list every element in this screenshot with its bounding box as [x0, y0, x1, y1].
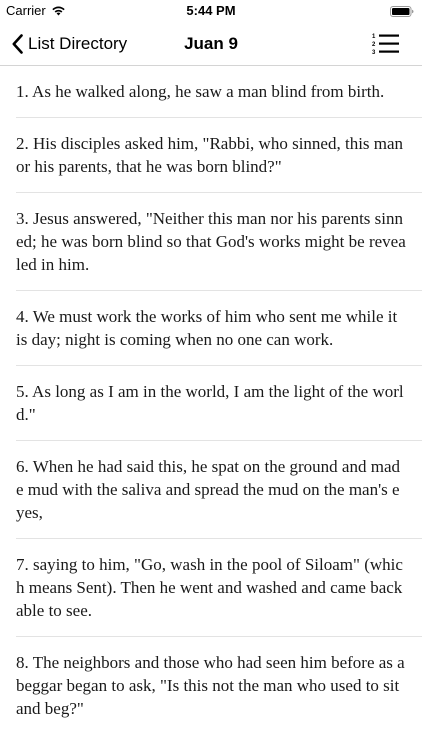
verse-list [0, 66, 422, 734]
verse-item[interactable]: 8. The neighbors and those who had seen him before as a beggar began to ask, "Is this not the man who used to sit and beg?" [16, 653, 405, 718]
back-button-label: List Directory [28, 33, 128, 53]
verse-item[interactable]: 3. Jesus answered, "Neither this man nor his parents sinned; he was born blind so that God's works might be revealed in him. [16, 209, 406, 274]
page-title: Juan 9 [184, 34, 238, 53]
status-time: 5:44 PM [186, 3, 236, 18]
carrier-label: Carrier [6, 3, 46, 18]
svg-text:2: 2 [372, 42, 376, 48]
back-button[interactable] [12, 22, 127, 65]
verse-item[interactable]: 7. saying to him, "Go, wash in the pool of Siloam" (which means Sent). Then he went and washed and came back able to see. [16, 555, 403, 620]
svg-text:1: 1 [372, 34, 376, 40]
svg-text:3: 3 [372, 50, 376, 55]
battery-icon [390, 6, 414, 17]
verse-item[interactable]: 1. As he walked along, he saw a man blind from birth. [16, 82, 385, 101]
navigation-bar [0, 22, 422, 66]
verse-item[interactable]: 4. We must work the works of him who sent me while it is day; night is coming when no one can work. [16, 307, 398, 349]
chevron-left-icon [12, 34, 23, 54]
verse-item[interactable]: 6. When he had said this, he spat on the ground and made mud with the saliva and spread the mud on the man's eyes, [16, 457, 400, 522]
status-bar [0, 0, 422, 22]
verse-item[interactable]: 5. As long as I am in the world, I am the light of the world." [16, 382, 404, 424]
numbered-list-icon[interactable] [372, 31, 400, 55]
verse-item[interactable]: 2. His disciples asked him, "Rabbi, who sinned, this man or his parents, that he was born blind?" [16, 134, 404, 176]
